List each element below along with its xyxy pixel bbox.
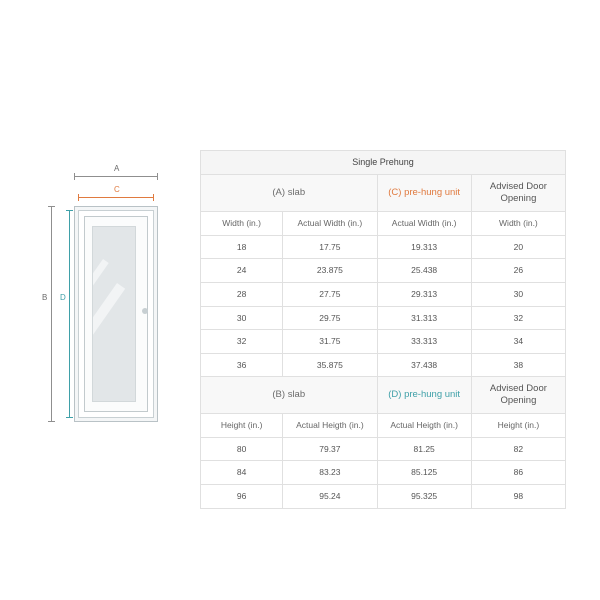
table-row xyxy=(201,437,566,461)
cell-width-opening: 32 xyxy=(471,306,565,330)
column-header-width-actual-prehung: Actual Width (in.) xyxy=(377,212,471,236)
column-header-height-nominal: Height (in.) xyxy=(201,414,283,438)
cell-height-actual-prehung: 95.325 xyxy=(377,485,471,509)
column-header-height-opening: Height (in.) xyxy=(471,414,565,438)
cell-height-actual-slab: 83.23 xyxy=(283,461,377,485)
cell-width-nominal: 24 xyxy=(201,259,283,283)
group-d-text: pre-hung unit xyxy=(404,389,461,401)
cell-height-opening: 82 xyxy=(471,437,565,461)
group-header-c xyxy=(377,175,471,212)
cell-width-nominal: 32 xyxy=(201,330,283,354)
cell-width-actual-slab: 31.75 xyxy=(283,330,377,354)
group-header-d xyxy=(377,377,471,414)
dimension-label-d: D xyxy=(60,293,66,302)
door-diagram xyxy=(36,160,196,440)
dimension-label-a: A xyxy=(114,164,120,173)
cell-height-actual-slab: 79.37 xyxy=(283,437,377,461)
cell-width-actual-prehung: 29.313 xyxy=(377,282,471,306)
cell-width-actual-slab: 27.75 xyxy=(283,282,377,306)
table-row xyxy=(201,306,566,330)
cell-width-opening: 26 xyxy=(471,259,565,283)
table-row xyxy=(201,330,566,354)
size-chart-table xyxy=(200,150,566,509)
cell-height-opening: 86 xyxy=(471,461,565,485)
cell-width-nominal: 28 xyxy=(201,282,283,306)
cell-width-actual-slab: 35.875 xyxy=(283,353,377,377)
cell-width-actual-prehung: 33.313 xyxy=(377,330,471,354)
group-header-advised-width: Advised Door Opening xyxy=(471,175,565,212)
cell-width-opening: 34 xyxy=(471,330,565,354)
cell-height-actual-slab: 95.24 xyxy=(283,485,377,509)
group-header-a xyxy=(201,175,378,212)
cell-width-actual-slab: 23.875 xyxy=(283,259,377,283)
height-group-header-row xyxy=(201,377,566,414)
cell-height-nominal: 80 xyxy=(201,437,283,461)
cell-height-nominal: 96 xyxy=(201,485,283,509)
dimension-bar-b xyxy=(51,206,52,422)
cell-width-nominal: 18 xyxy=(201,235,283,259)
table-row xyxy=(201,353,566,377)
height-column-header-row xyxy=(201,414,566,438)
cell-width-actual-prehung: 19.313 xyxy=(377,235,471,259)
cell-width-opening: 20 xyxy=(471,235,565,259)
cell-width-opening: 38 xyxy=(471,353,565,377)
group-c-text: pre-hung unit xyxy=(404,187,461,199)
group-d-prefix: (D) xyxy=(388,389,402,401)
cell-height-opening: 98 xyxy=(471,485,565,509)
cell-width-nominal: 30 xyxy=(201,306,283,330)
cell-width-actual-prehung: 31.313 xyxy=(377,306,471,330)
cell-width-actual-prehung: 25.438 xyxy=(377,259,471,283)
dimension-bar-c xyxy=(78,197,154,198)
table-row xyxy=(201,235,566,259)
column-header-height-actual-prehung: Actual Heigth (in.) xyxy=(377,414,471,438)
group-b-text: slab xyxy=(287,389,306,401)
dimension-label-c: C xyxy=(114,185,120,194)
door-glass-panel xyxy=(92,226,136,402)
dimension-label-b: B xyxy=(42,293,48,302)
width-group-header-row xyxy=(201,175,566,212)
group-a-prefix: (A) xyxy=(272,187,286,199)
width-column-header-row xyxy=(201,212,566,236)
cell-width-nominal: 36 xyxy=(201,353,283,377)
cell-width-actual-slab: 29.75 xyxy=(283,306,377,330)
cell-height-actual-prehung: 81.25 xyxy=(377,437,471,461)
cell-width-actual-slab: 17.75 xyxy=(283,235,377,259)
table-title: Single Prehung xyxy=(201,151,566,175)
column-header-width-opening: Width (in.) xyxy=(471,212,565,236)
column-header-width-actual-slab: Actual Width (in.) xyxy=(283,212,377,236)
table-row xyxy=(201,259,566,283)
table-row xyxy=(201,485,566,509)
column-header-height-actual-slab: Actual Heigth (in.) xyxy=(283,414,377,438)
dimension-bar-a xyxy=(74,176,158,177)
table-row xyxy=(201,461,566,485)
cell-width-opening: 30 xyxy=(471,282,565,306)
group-c-prefix: (C) xyxy=(388,187,402,199)
group-b-prefix: (B) xyxy=(272,389,286,401)
cell-width-actual-prehung: 37.438 xyxy=(377,353,471,377)
table-row xyxy=(201,282,566,306)
cell-height-nominal: 84 xyxy=(201,461,283,485)
column-header-width-nominal: Width (in.) xyxy=(201,212,283,236)
table-title-row xyxy=(201,151,566,175)
group-header-advised-height: Advised Door Opening xyxy=(471,377,565,414)
group-a-text: slab xyxy=(287,187,306,199)
door-handle-icon xyxy=(142,308,148,314)
dimension-bar-d xyxy=(69,210,70,418)
group-header-b xyxy=(201,377,378,414)
cell-height-actual-prehung: 85.125 xyxy=(377,461,471,485)
